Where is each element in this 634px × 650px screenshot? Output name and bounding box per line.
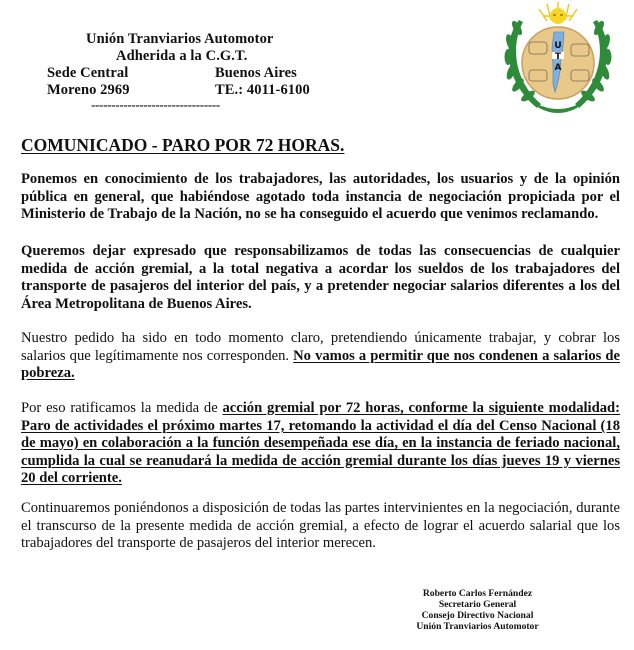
- logo-letter-t: T: [554, 52, 562, 62]
- strike-intro: Por eso ratificamos la medida de: [21, 400, 223, 416]
- strike-emphasis: acción gremial por 72 horas, conforme la siguiente modalidad: Paro de actividades el próximo martes 17, retomando la actividad el día del Censo Nacional (18 de mayo) en colaboración a la función desempeñada ese día, en la instancia de feriado nacional, cumplida la cual se reanudará la medida de acción gremial durante los días jueves 19 y viernes 20 del corriente.: [21, 400, 620, 486]
- paragraph-responsibility: Queremos dejar expresado que responsabilizamos de todas las consecuencias de cualquier medida de acción gremial, a la total negativa a acordar los sueldos de los trabajadores del transporte de pasajeros del interior del país, y a pretender negociar salarios diferentes a los del Área Metropolitana de Buenos Aires.: [21, 243, 620, 312]
- header-divider: --------------------------------: [91, 97, 220, 112]
- org-name: Unión Tranviarios Automotor: [86, 31, 274, 47]
- hq-label: Sede Central: [47, 65, 129, 81]
- uta-emblem-icon: [497, 0, 619, 116]
- org-affiliation: Adherida a la C.G.T.: [116, 48, 248, 64]
- claim-emphasis: No vamos a permitir que nos condenen a salarios de pobreza.: [21, 347, 620, 381]
- signatory-body: Consejo Directivo Nacional: [421, 610, 534, 621]
- paragraph-strike-schedule: [21, 400, 620, 488]
- logo-letter-a: A: [554, 63, 562, 73]
- signatory-org: Unión Tranviarios Automotor: [416, 621, 539, 632]
- hq-phone: TE.: 4011-6100: [215, 82, 310, 98]
- signatory-role: Secretario General: [438, 599, 517, 610]
- hq-city: Buenos Aires: [215, 65, 297, 81]
- letterhead: [0, 0, 634, 125]
- claim-text: Nuestro pedido ha sido en todo momento claro, pretendiendo únicamente trabajar, y cobrar los salarios que legítimamente nos corresponden.: [21, 330, 620, 364]
- hq-address: Moreno 2969: [47, 82, 130, 98]
- logo-letter-u: U: [554, 41, 562, 51]
- paragraph-closing: Continuaremos poniéndonos a disposición de todas las partes intervinientes en la negociación, durante el transcurso de la presente medida de acción gremial, a efecto de lograr el acuerdo salarial que los trabajadores del transporte de pasajeros del interior merecen.: [21, 500, 620, 551]
- document-title: COMUNICADO - PARO POR 72 HORAS.: [21, 135, 345, 155]
- sun-icon: [539, 2, 577, 24]
- signature-block: [400, 588, 555, 632]
- uta-emblem-svg: [497, 0, 619, 116]
- paragraph-claim: [21, 330, 620, 383]
- paragraph-notice: Ponemos en conocimiento de los trabajadores, las autoridades, los usuarios y de la opinión pública en general, que habiéndose agotado toda instancia de negociación propiciada por el Ministerio de Trabajo de la Nación, no se ha conseguido el acuerdo que venimos reclamando.: [21, 171, 620, 222]
- signatory-name: Roberto Carlos Fernández: [422, 588, 533, 599]
